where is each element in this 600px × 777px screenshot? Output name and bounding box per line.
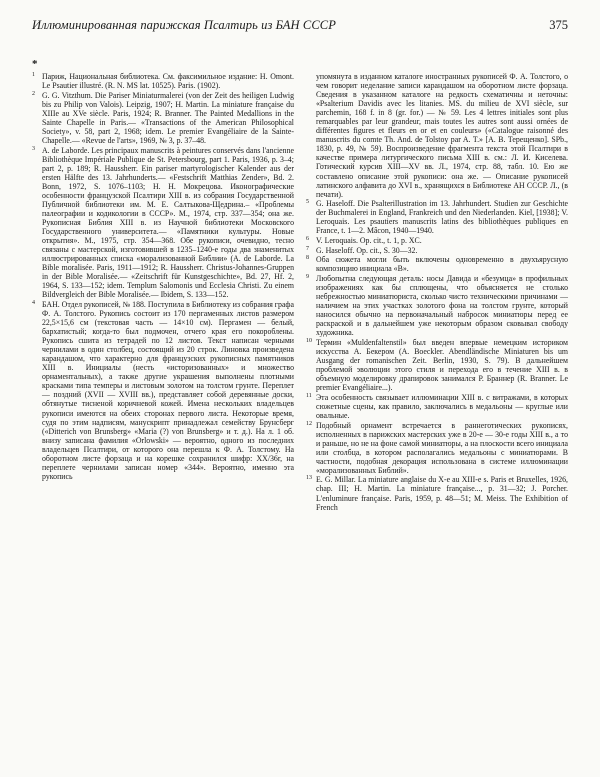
footnote-text: Подобный орнамент встречается в раннеготических рукописях, исполненных в парижских мастерских уже в 20-е — 30-е годы XIII в., а то и раньше, но не на фоне самой миниатюры, а на плоскости всего инициала или столбца, в котором располагались медальоны с миниатюрами. В частности, подобная декорация использована в системе иллюминации «морализованных Библий». [316,420,568,475]
footnote-text: Париж, Национальная библиотека. См. факсимильное издание: H. Omont. Le Psautier illustré. (R. N. MS lat. 10525). Paris. (1902). [42,72,294,91]
footnotes-right-column [306,72,568,512]
footnote-text: Термин «Muldenfaltenstil» был введен впервые немецким историком искусства А. Бекером (A. Boeckler. Abendländische Miniaturen bis um Ausgang der romanischen Zeit. Berlin, 1930, S. 79). В дальнейшем проблемой эволюции этого стиля и перехода его в течение XIII в. в объемную моделировку драпировок занимался Р. Браннер (R. Branner. Le premier Evangéliaire...). [316,337,568,393]
footnote [306,199,568,235]
footnote-text: E. G. Millar. La miniature anglaise du X-e au XIII-e s. Paris et Bruxelles, 1926, chap. III; H. Martin. La miniature française..., p. 31—32; J. Porcher. L'enluminure française. Paris, 1959, p. 48—51; M. Meiss. The Exhibition of French [316,475,568,512]
footnote [32,91,294,145]
running-title: Иллюминированная парижская Псалтирь из БАН СССР [32,18,336,32]
footnote-text: G. G. Vitzthum. Die Pariser Miniaturmalerei (von der Zeit des heiligen Ludwig bis zu Philip von Valois). Leipzig, 1907; H. Martin. La miniature française du XIIIe au XVe siècle. Paris, 1924; R. Branner. The Painted Medallions in the Sainte Chapelle in Paris.— «Transactions of the American Philosophical Society», v. 58, part 2, 1968; idem. Le premier Evangéliaire de la Sainte-Chapelle.— «Revue de l'arts», 1969, № 3, p. 37–48. [42,90,294,145]
footnote-number: 9 [306,274,309,280]
footnote-number: 3 [32,145,35,152]
footnote-number: 10 [306,337,312,344]
footnote-text: A. de Laborde. Les principaux manuscrits à peintures conservés dans l'ancienne Bibliothèque Impériale Publique de St. Petersbourg, part 1. Paris, 1936, p. 3–4; part 2, p. 189; R. Haussherr. Ein pariser martyrologischer Kalender aus der ersten Hälfte des 13. Jahrhunderts.— «Festschrift Matthias Zender», Bd. 2. Bonn, 1972, S. 1076–1103; Н. Н. Мокрецова. Иконографические особенности французской Псалтири XIII в. из собрания Государственной Публичной библиотеки им. М. Е. Салтыкова-Щедрина.– «Проблемы палеографии и кодикологии в СССР». М., 1974, стр. 337—354; она же. Рукописная Библия XIII в. из Научной библиотеки Московского Государственного университета.— «Памятники культуры. Новые открытия». М., 1975, стр. 354—368. Обе рукописи, очевидно, тесно связаны с мастерской, изготовившей в 1235–1240-е годы два знаменитых иллюстрированных списка «морализованной Библии» (A. de Laborde. La Bible moralisée. Paris, 1911—1912; R. Haussherr. Christus-Johannes-Gruppen in der Bible Moralisée.— «Zeitschrift für Kunstgeschichte», Bd. 27, Hf. 2, 1964, S. 133—152; idem. Templum Salomonis und Ecclesia Christi. Zu einem Bildvergleich der Bible Moralisée.— Ibidem, S. 133—152. [42,145,294,300]
footnote-number: 7 [306,245,309,252]
footnotes-left-column [32,72,294,481]
footnote [306,421,568,475]
footnote [306,246,568,255]
footnote [32,146,294,300]
footnote-text: Любопытна следующая деталь: носы Давида и «безумца» в профильных изображениях как бы сплющены, что объясняется не столько небрежностью миниатюриста, сколько чисто техническими причинами — наличием на этих участках золотого фона на толстом грунте, который наносился обычно на первоначальный набросок миниатюры перед ее раскраской и в дальнейшем уже некоторым образом сковывал свободу художника. [316,274,568,338]
footnote [306,475,568,511]
footnote-number: 6 [306,236,309,243]
footnote-number: 12 [306,420,312,427]
footnote [306,236,568,245]
page-header [32,18,568,38]
footnote [32,72,294,90]
footnote [32,300,294,481]
footnote [306,274,568,337]
footnote-text: упомянута в изданном каталоге иностранных рукописей Ф. А. Толстого, о чем говорит неделание записи карандашом на оборотном листе форзаца. Сведения в указанном каталоге на редкость схематичны и неточны: «Psalterium Davidis avec les litanies. MS. du milieu de XVI siècle, sur parchemin, 168 f. in 8 (gr. for.) — № 59. Les 4 lettres initiales sont plus remarquables par leur grandeur, mais toutes les autres sont aussi ornées de différentes figures et fleurs en or et en couleurs» («Catalogue raisonné des manuscrits du comte Th. And. de Tolstoy par A. T.» [А. В. Терещенко]. SPb., 1830, p. 49, № 59). Воспроизведение фрагмента текста этой Псалтири в качестве примера литургического письма XIII в. см.: Л. И. Киселева. Готический курсив XIII—XV вв. Л., 1974, стр. 88, табл. 10. Ею же составлено описание этой рукописи: она же. — Описание рукописей латинского алфавита до XVI в., хранящихся в Библиотеке АН СССР. Л., (в печати). [316,72,568,199]
footnote-text: БАН. Отдел рукописей, № 188. Поступила в Библиотеку из собрания графа Ф. А. Толстого. Рукопись состоит из 170 пергаменных листов размером 22,5×15,6 см (текстовая часть — 14×10 см). Пергамен — белый, бархатистый; когда-то был подмочен, отчего края его покороблены. Рукопись сшита из тетрадей по 12 листов. Текст написан черными чернилами в один столбец, состоящий из 20 строк. Линовка произведена карандашом, что характерно для французских рукописных памятников XIII в. Инициалы (несть «историзованных» и множество орнаментальных), а также другие украшения выполнены плотными красками типа темперы и листовым золотом на толстом грунте. Переплет — поздний (XVII — XVIII вв.), представляет собой деревянные доски, обтянутые тисненой коричневой кожей. Имена нескольких владельцев рукописи имеются на обеих сторонах первого листа. Некоторые время, судя по этим надписям, манускрипт принадлежал семейству Брунсберг («Ditterich von Brunsberg» «Maria (?) von Brunsberg» и т. д.). На л. 1 об. внизу записана фамилия «Orlowski» — вероятно, одного из последних владельцев Псалтири, от которого она перешла к Ф. А. Толстому. На оборотном листе форзаца и на корешке сохранился шифр: XX/36r, на переплете чернилами записан номер «344». Вероятно, именно эта рукопись [42,299,294,481]
page-number: 375 [549,18,568,32]
footnote-number: 13 [306,475,312,482]
footnote-continuation [306,72,568,199]
footnote-text: G. Haseloff. Die Psalterillustration im 13. Jahrhundert. Studien zur Geschichte der Buchmalerei in England, Frankreich und den Niederlanden. Kiel, [1938]; V. Leroquais. Les psautiers manuscrits latins des bibliothèques publiques en France, t. 1—2. Mâcon, 1940—1940. [316,199,568,236]
footnote [306,255,568,273]
footnote-number: 8 [306,255,309,262]
footnote [306,338,568,392]
footnote-text: G. Haseloff. Op. cit., S. 30—32. [316,245,418,255]
section-asterisk: * [32,58,38,70]
footnote-number: 5 [306,199,309,206]
footnote-number: 2 [32,90,35,97]
footnote-text: Оба сюжета могли быть включены одновременно в двухъярусную композицию инициала «B». [316,255,568,274]
footnote [306,393,568,420]
footnote-number: 1 [32,72,35,78]
footnote-text: Эта особенность связывает иллюминации XIII в. с витражами, в которых сюжетные сцены, как правило, заключались в медальоны — круглые или овальные. [316,392,568,420]
footnote-text: V. Leroquais. Op. cit., t. 1, p. XC. [316,236,422,246]
footnote-number: 4 [32,299,35,306]
footnote-number: 11 [306,392,312,399]
